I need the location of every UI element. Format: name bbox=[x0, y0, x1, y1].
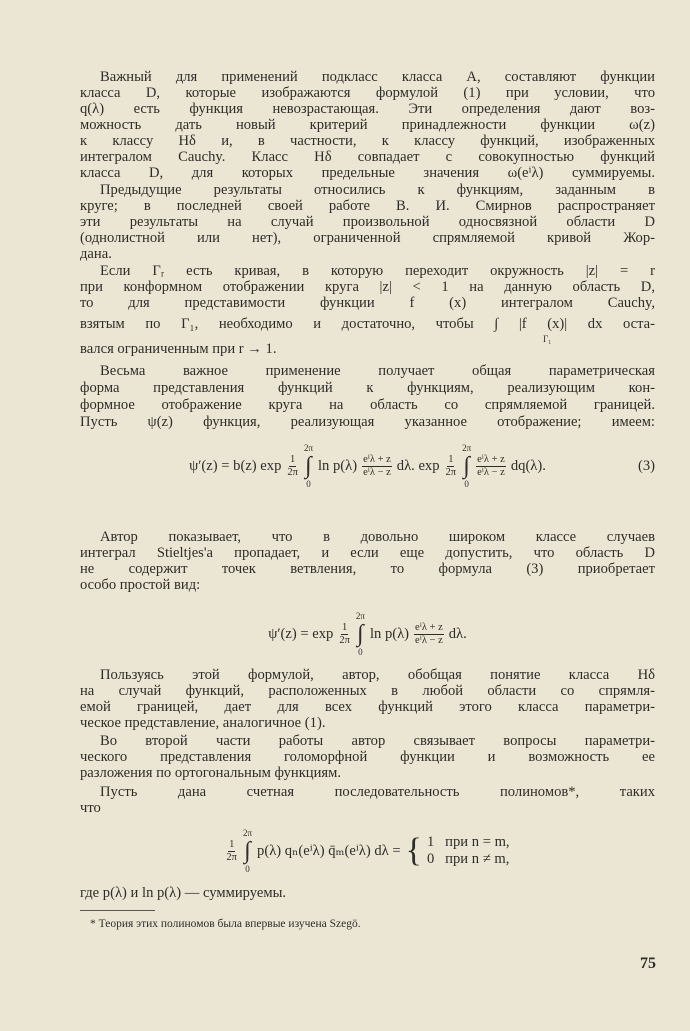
formula-end: dq(λ). bbox=[510, 457, 546, 474]
fraction bbox=[476, 454, 506, 479]
lower-limit: 0 bbox=[245, 864, 250, 874]
text-line: Пусть дана счетная последовательность полиномов*, таких bbox=[100, 784, 655, 800]
fraction bbox=[414, 622, 444, 647]
text-line: Если Γᵣ есть кривая, в которую переходит окружность |z| = r bbox=[100, 263, 655, 279]
text-line: что bbox=[80, 800, 101, 816]
text-line: круге; в последней своей работе В. И. Смирнов распространяет bbox=[80, 198, 655, 214]
upper-limit: 2π bbox=[303, 443, 313, 453]
upper-limit: 2π bbox=[355, 611, 365, 621]
text-line: интегралом Cauchy. Класс Hδ совпадает с совокупностью функций bbox=[80, 149, 655, 165]
page-number: 75 bbox=[640, 955, 656, 972]
integral-sign: ∫ bbox=[463, 453, 470, 479]
numerator: eⁱλ + z bbox=[415, 621, 443, 633]
numerator: 1 bbox=[448, 453, 454, 465]
formula-body: p(λ) qₙ(eⁱλ) q̄ₘ(eⁱλ) dλ = bbox=[257, 843, 401, 859]
integral bbox=[304, 443, 313, 489]
integral-sign: ∫ bbox=[244, 838, 251, 864]
formula-body: ln p(λ) bbox=[369, 625, 410, 642]
numerator: 1 bbox=[229, 838, 235, 850]
text-line: класса D, для которых предельные значения ω(eⁱλ) суммируемы. bbox=[80, 165, 655, 181]
text-line: на случай функций, расположенных в любой области со спрямля- bbox=[80, 683, 655, 699]
integral bbox=[356, 611, 365, 657]
case-not-equal: 0 при n ≠ m, bbox=[426, 851, 510, 867]
formula-mid: dλ. exp bbox=[396, 457, 440, 474]
fraction bbox=[445, 454, 458, 479]
denominator: 2π bbox=[287, 466, 298, 478]
text-line: не содержит точек ветвления, то формула (3) приобретает bbox=[80, 561, 655, 577]
text-line: разложения по ортогональным функциям. bbox=[80, 765, 342, 781]
text-line: дана. bbox=[80, 246, 112, 262]
integral-lower-limit: Γ₁ bbox=[543, 334, 552, 344]
text-line: емой границей, дает для всех функций этого класса параметри- bbox=[80, 699, 655, 715]
numerator: 1 bbox=[342, 621, 348, 633]
footnote: * Теория этих полиномов была впервые изучена Szegö. bbox=[90, 918, 361, 930]
formula-body: ln p(λ) bbox=[317, 457, 358, 474]
numerator: eⁱλ + z bbox=[363, 453, 391, 465]
text-line: класса D, которые изображаются формулой (1) при условии, что bbox=[80, 85, 655, 101]
formula-3 bbox=[80, 440, 655, 492]
text-line: Пользуясь этой формулой, автор, обобщая понятие класса Hδ bbox=[100, 667, 655, 683]
text-line: форма представления функций к функциям, реализующим кон- bbox=[80, 380, 655, 396]
brace: { bbox=[405, 832, 422, 869]
case-equal: 1 при n = m, bbox=[426, 834, 510, 850]
upper-limit: 2π bbox=[462, 443, 472, 453]
text-line: ческого представления голоморфной функции и возможность ее bbox=[80, 749, 655, 765]
text-line: где p(λ) и ln p(λ) — суммируемы. bbox=[80, 885, 287, 901]
fraction bbox=[225, 839, 238, 864]
formula-end: dλ. bbox=[448, 625, 467, 642]
formula-4 bbox=[80, 608, 655, 660]
text-line: Важный для применений подкласс класса A, составляют функции bbox=[100, 69, 655, 85]
text-line: формное отображение круга на область со спрямляемой границей. bbox=[80, 397, 655, 413]
lower-limit: 0 bbox=[306, 479, 311, 489]
denominator: 2π bbox=[339, 634, 350, 646]
denominator: 2π bbox=[226, 851, 237, 863]
text-line: Пусть ψ(z) функция, реализующая указанное отображение; имеем: bbox=[80, 414, 655, 430]
integral-sign: ∫ bbox=[305, 453, 312, 479]
text-line: Во второй части работы автор связывает вопросы параметри- bbox=[100, 733, 655, 749]
numerator: 1 bbox=[290, 453, 296, 465]
footnote-rule bbox=[80, 910, 155, 911]
text-line: то для представимости функции f (x) интегралом Cauchy, bbox=[80, 295, 655, 311]
integral bbox=[243, 828, 252, 874]
numerator: eⁱλ + z bbox=[477, 453, 505, 465]
denominator: eⁱλ − z bbox=[363, 466, 391, 478]
text-line: (однолистной или нет), ограниченной спрямляемой кривой Жор- bbox=[80, 230, 655, 246]
text-line: можность дать новый критерий принадлежности функции ω(z) bbox=[80, 117, 655, 133]
text-line: вался ограниченным при r → 1. bbox=[80, 341, 277, 357]
denominator: 2π bbox=[445, 466, 457, 478]
text-line: ческое представление, аналогичное (1). bbox=[80, 715, 326, 731]
text-line: к классу Hδ и, в частности, к классу функций, изображенных bbox=[80, 133, 655, 149]
cases bbox=[427, 834, 510, 868]
text-line: Предыдущие результаты относились к функциям, заданным в bbox=[100, 182, 655, 198]
formula-lhs: ψ′(z) = b(z) exp bbox=[189, 457, 282, 474]
integral-sign: ∫ bbox=[357, 621, 364, 647]
denominator: eⁱλ − z bbox=[415, 634, 443, 646]
lower-limit: 0 bbox=[358, 647, 363, 657]
text-line: взятым по Γ₁, необходимо и достаточно, чтобы ∫ |f (x)| dx оста- bbox=[80, 316, 655, 332]
fraction bbox=[286, 454, 299, 479]
equation-number: (3) bbox=[637, 457, 655, 474]
text-line: особо простой вид: bbox=[80, 577, 201, 593]
text-line: при конформном отображении круга |z| < 1 на данную область D, bbox=[80, 279, 655, 295]
integral bbox=[462, 443, 471, 489]
denominator: eⁱλ − z bbox=[477, 466, 505, 478]
text-line: интеграл Stieltjes'а пропадает, и если еще допустить, что область D bbox=[80, 545, 655, 561]
text-line: q(λ) есть функция невозрастающая. Эти определения дают воз- bbox=[80, 101, 655, 117]
fraction bbox=[338, 622, 351, 647]
text-line: Автор показывает, что в довольно широком классе случаев bbox=[100, 529, 655, 545]
formula-lhs: ψ′(z) = exp bbox=[268, 625, 334, 642]
upper-limit: 2π bbox=[242, 828, 253, 838]
text-line: эти результаты на случай произвольной односвязной области D bbox=[80, 214, 655, 230]
text-line: Весьма важное применение получает общая параметрическая bbox=[100, 363, 655, 379]
lower-limit: 0 bbox=[464, 479, 469, 489]
fraction bbox=[362, 454, 392, 479]
formula-orthogonality bbox=[80, 824, 655, 878]
